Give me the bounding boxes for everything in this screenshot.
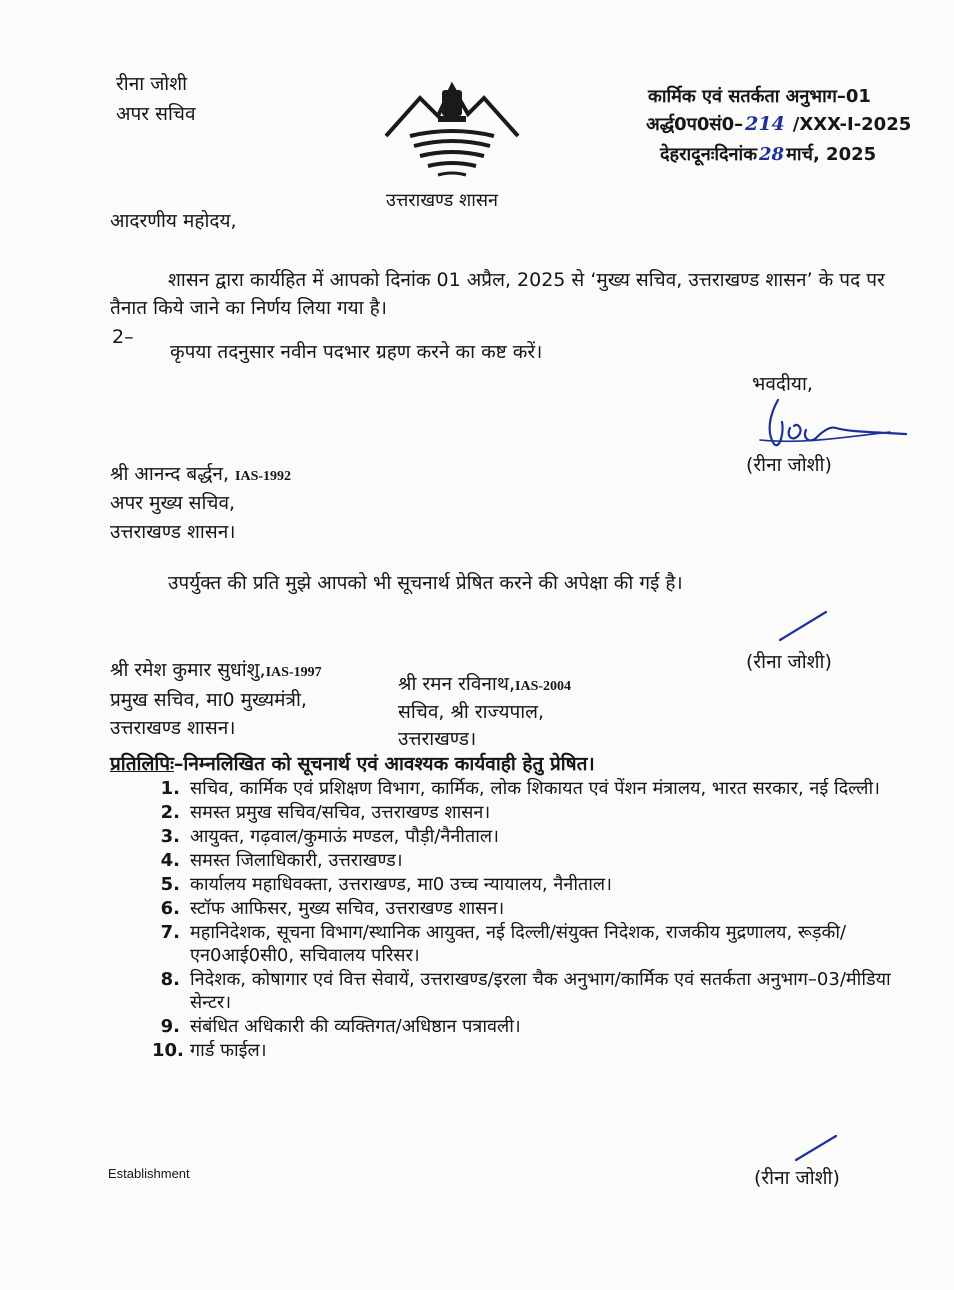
recipient-name — [110, 460, 291, 486]
recipient-ias: IAS-1992 — [235, 469, 292, 484]
recipient-office: उत्तराखण्ड शासन। — [110, 521, 236, 543]
sender-name: रीना जोशी — [116, 73, 188, 95]
recipient-designation: अपर मुख्य सचिव, — [110, 492, 236, 514]
date-suffix: मार्च, 2025 — [786, 144, 877, 165]
cc-item-number: 1. — [160, 778, 180, 799]
emblem-icon — [382, 76, 522, 186]
sender-designation: अपर सचिव — [116, 103, 196, 125]
cc-item-number: 7. — [160, 922, 180, 943]
list-item — [152, 849, 892, 872]
cc-item-text: सचिव, कार्मिक एवं प्रशिक्षण विभाग, कार्मिक, लोक शिकायत एवं पेंशन मंत्रालय, भारत सरकार, नई दिल्ली। — [190, 778, 880, 799]
cc-list — [152, 777, 892, 1063]
list-item — [152, 1015, 892, 1038]
reference-number-suffix: /XXX-I-2025 — [792, 114, 912, 135]
cc-item-number: 2. — [160, 802, 180, 823]
list-item — [152, 1039, 892, 1062]
cc-heading — [110, 750, 595, 776]
signature-name: (रीना जोशी) — [746, 454, 832, 476]
copy-recipient-1-name — [110, 656, 322, 682]
cc-item-text: कार्यालय महाधिवक्ता, उत्तराखण्ड, मा0 उच्च न्यायालय, नैनीताल। — [190, 874, 612, 895]
emblem-caption: उत्तराखण्ड शासन — [386, 190, 499, 211]
cc-label: प्रतिलिपिः — [110, 753, 174, 775]
cc-item-number: 6. — [160, 898, 180, 919]
cc-item-number: 8. — [160, 969, 180, 990]
para-2-number: 2– — [112, 326, 134, 348]
cc-item-text: समस्त प्रमुख सचिव/सचिव, उत्तराखण्ड शासन। — [190, 802, 491, 823]
copy-recipient-2-ias: IAS-2004 — [515, 679, 572, 694]
cc-item-text: निदेशक, कोषागार एवं वित्त सेवायें, उत्तराखण्ड/इरला चैक अनुभाग/कार्मिक एवं सतर्कता अनुभाग–03/मीडिया सेन्टर। — [190, 969, 891, 1013]
uttarakhand-emblem — [382, 76, 522, 186]
establishment-label: Establishment — [108, 1166, 190, 1181]
list-item — [152, 777, 892, 800]
copy-recipient-1-ias: IAS-1997 — [265, 665, 322, 680]
signature-name-2: (रीना जोशी) — [746, 651, 832, 673]
copy-recipient-2-office: उत्तराखण्ड। — [398, 728, 477, 750]
cc-item-number: 9. — [160, 1016, 180, 1037]
cc-item-text: महानिदेशक, सूचना विभाग/स्थानिक आयुक्त, नई दिल्ली/संयुक्त निदेशक, राजकीय मुद्रणालय, रूड़की/एन0आई0सी0, सचिवालय परिसर। — [190, 922, 847, 966]
reference-date — [660, 142, 876, 166]
copy-recipient-1-designation: प्रमुख सचिव, मा0 मुख्यमंत्री, — [110, 689, 307, 711]
initial-stroke-icon — [774, 608, 834, 644]
cc-item-text: संबंधित अधिकारी की व्यक्तिगत/अधिष्ठान पत्रावली। — [190, 1016, 521, 1037]
department: कार्मिक एवं सतर्कता अनुभाग–01 — [648, 86, 871, 107]
list-item — [152, 897, 892, 920]
body-paragraph-2: कृपया तदनुसार नवीन पदभार ग्रहण करने का कष्ट करें। — [170, 341, 543, 363]
cc-item-number: 10. — [152, 1040, 184, 1061]
cc-item-number: 4. — [160, 850, 180, 871]
list-item — [152, 921, 892, 967]
cc-item-number: 5. — [160, 874, 180, 895]
copy-recipient-1-office: उत्तराखण्ड शासन। — [110, 717, 236, 739]
cc-heading-text: –निम्नलिखित को सूचनार्थ एवं आवश्यक कार्यवाही हेतु प्रेषित। — [173, 753, 595, 775]
body-paragraph-1: शासन द्वारा कार्यहित में आपको दिनांक 01 अप्रैल, 2025 से ‘मुख्य सचिव, उत्तराखण्ड शासन’ के पद पर तैनात किये जाने का निर्णय लिया गया है। — [110, 269, 885, 319]
list-item — [152, 825, 892, 848]
closing: भवदीया, — [752, 373, 813, 395]
copy-note: उपर्युक्त की प्रति मुझे आपको भी सूचनार्थ प्रेषित करने की अपेक्षा की गई है। — [168, 572, 683, 594]
cc-item-text: आयुक्त, गढ़वाल/कुमाऊं मण्डल, पौड़ी/नैनीताल। — [190, 826, 499, 847]
cc-item-number: 3. — [160, 826, 180, 847]
copy-recipient-2-designation: सचिव, श्री राज्यपाल, — [398, 701, 545, 723]
recipient-name-text: श्री आनन्द बर्द्धन, — [110, 463, 229, 485]
copy-recipient-2-name-text: श्री रमन रविनाथ, — [398, 673, 516, 695]
signature-name-3: (रीना जोशी) — [754, 1167, 840, 1189]
reference-number-handwritten: 214 — [745, 113, 785, 135]
copy-recipient-2-name — [398, 670, 571, 696]
list-item — [152, 873, 892, 896]
copy-recipient-1-name-text: श्री रमेश कुमार सुधांशु, — [110, 659, 266, 681]
cc-item-text: समस्त जिलाधिकारी, उत्तराखण्ड। — [190, 850, 403, 871]
salutation: आदरणीय महोदय, — [110, 210, 237, 232]
date-handwritten: 28 — [759, 144, 785, 165]
initial-stroke-icon-2 — [792, 1130, 842, 1164]
cc-item-text: स्टॉफ आफिसर, मुख्य सचिव, उत्तराखण्ड शासन। — [190, 898, 505, 919]
cc-item-text: गार्ड फाईल। — [190, 1040, 267, 1061]
reference-number-prefix: अर्द्ध0प0सं0– — [646, 114, 744, 135]
reference-number — [646, 112, 911, 136]
date-prefix: देहरादूनःदिनांक — [660, 144, 758, 165]
list-item — [152, 968, 892, 1014]
list-item — [152, 801, 892, 824]
